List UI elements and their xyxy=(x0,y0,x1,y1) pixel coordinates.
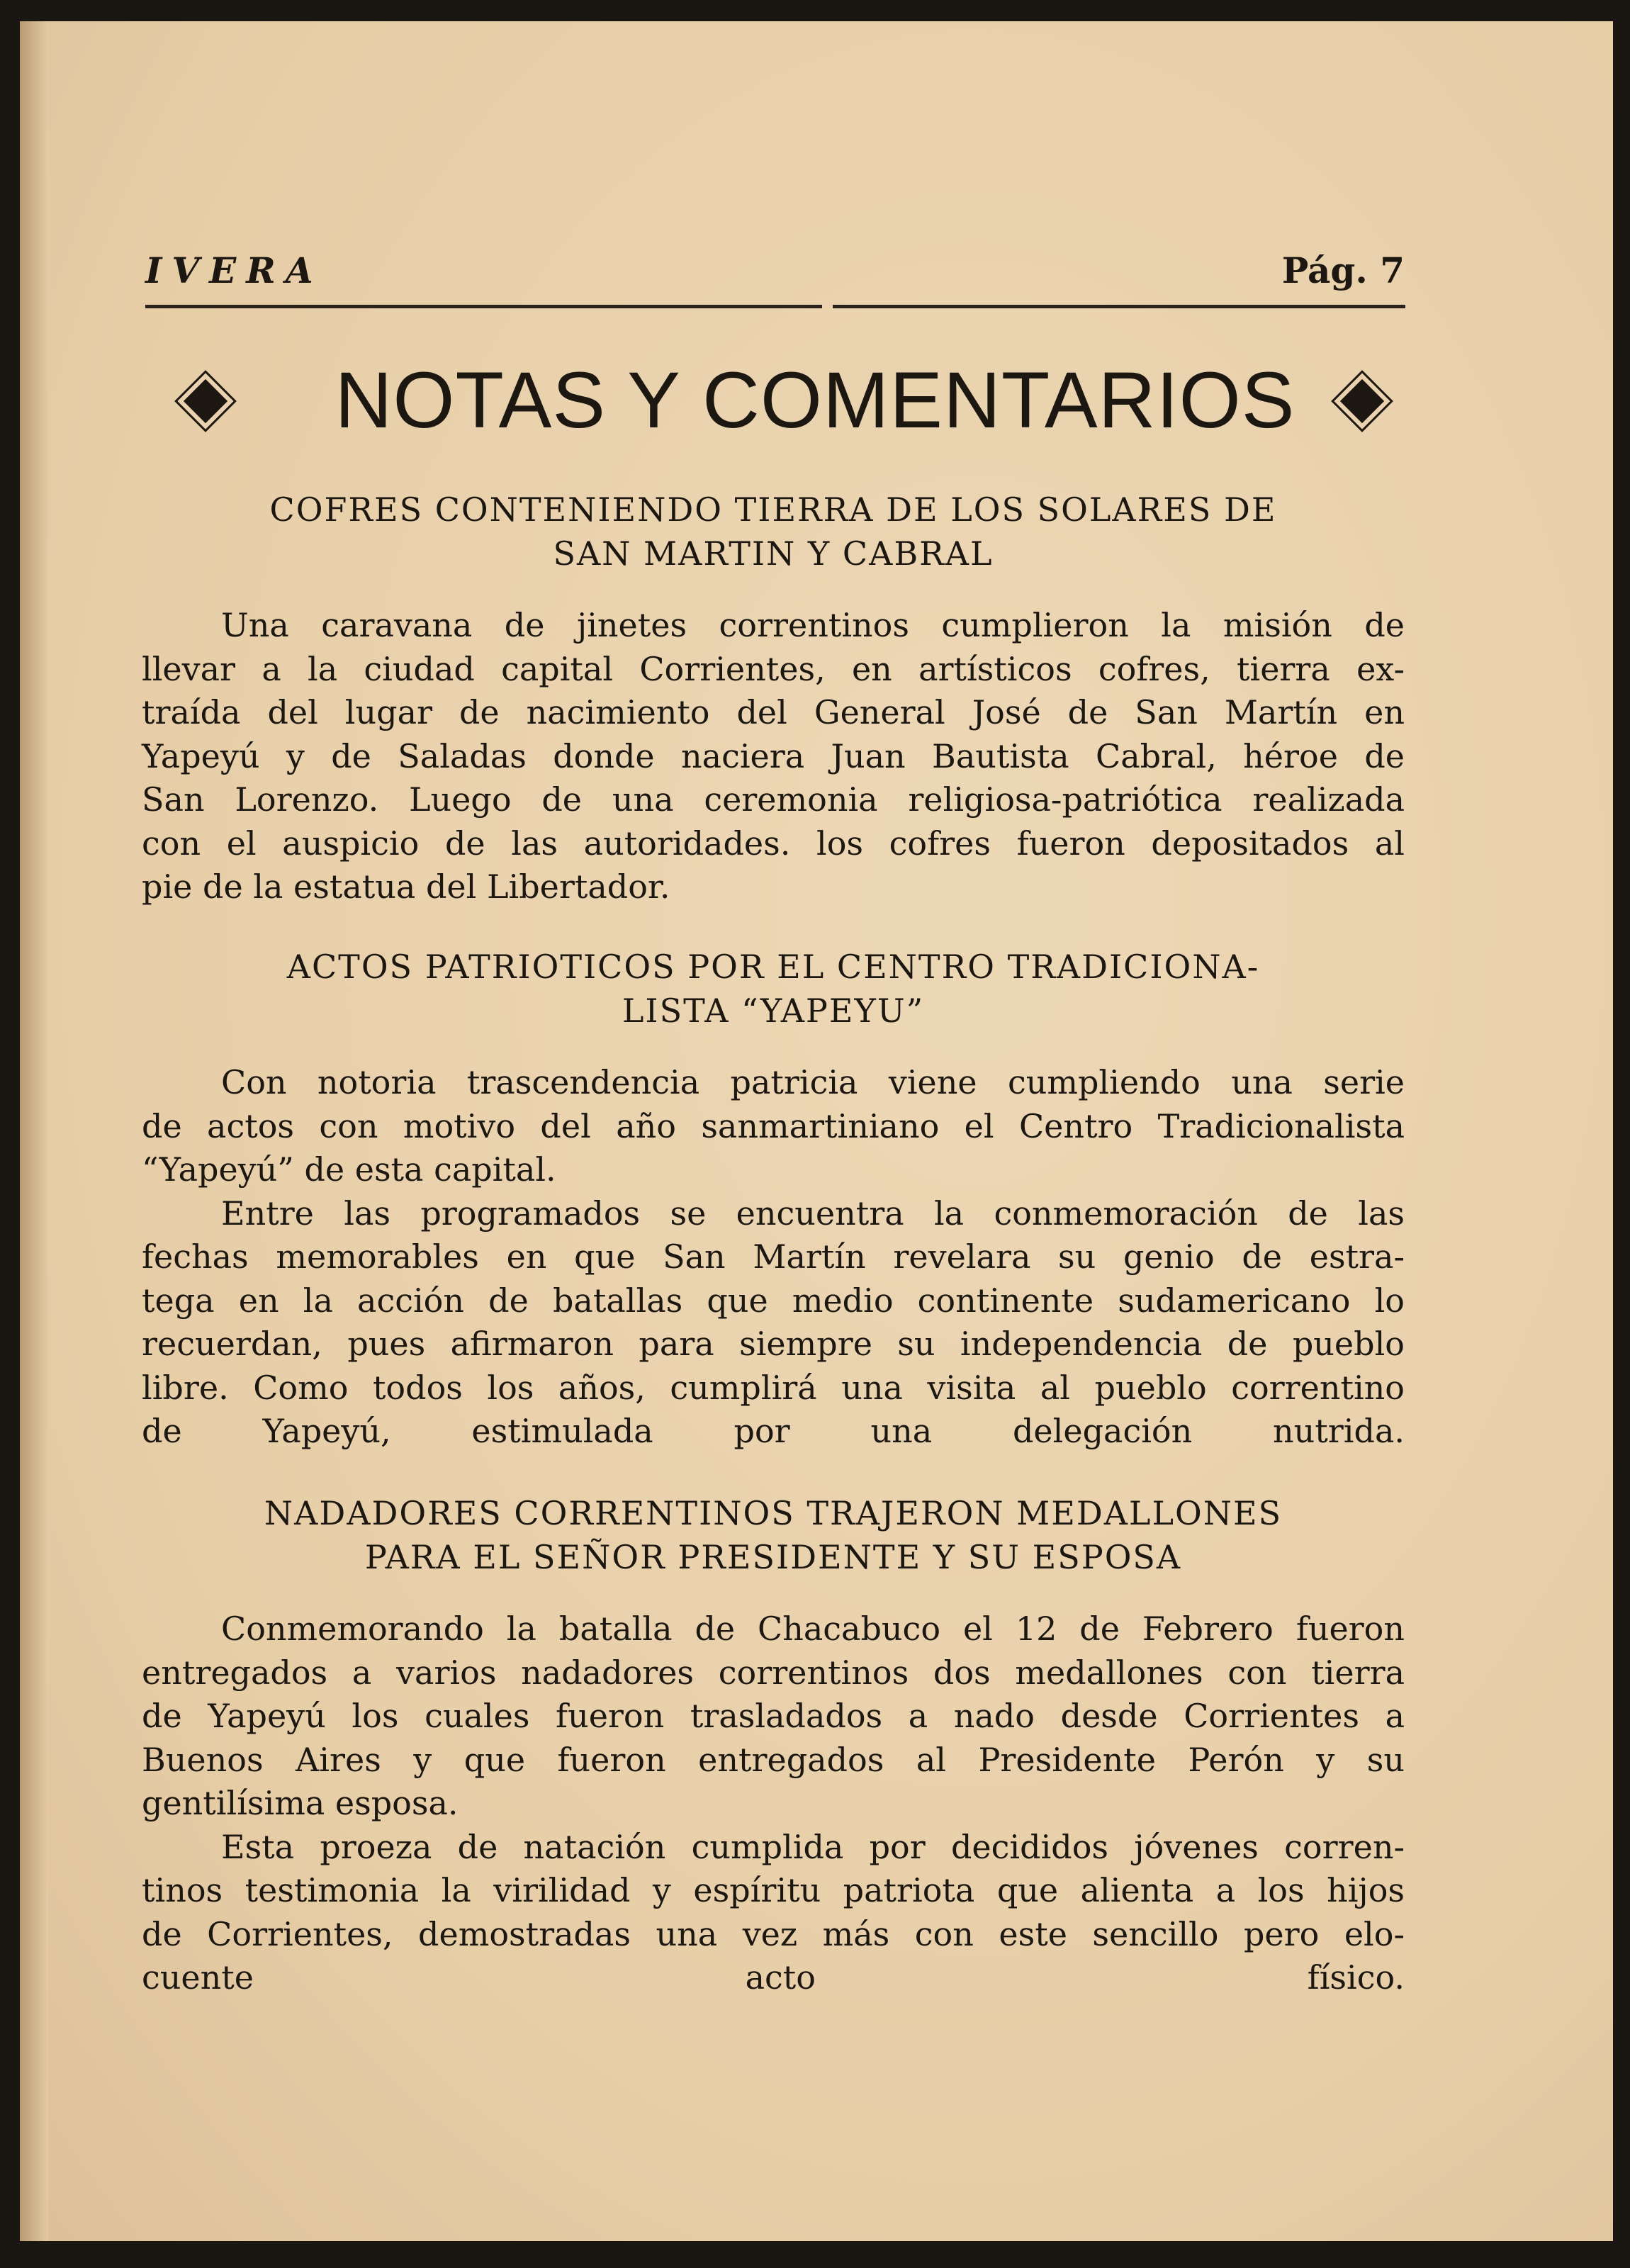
heading-line: LISTA “YAPEYU” xyxy=(622,992,925,1030)
text-line: de actos con motivo del año sanmartiniano el Centro Tradicionalista xyxy=(142,1106,1405,1145)
text-line: tinos testimonia la virilidad y espíritu patriota que alienta a los hijos xyxy=(142,1871,1405,1909)
paragraph xyxy=(142,604,1405,909)
text-line: Con notoria trascendencia patricia viene cumpliendo una serie xyxy=(221,1063,1405,1101)
page-title: NOTAS Y COMENTARIOS xyxy=(335,356,1295,444)
text-line: Yapeyú y de Saladas donde naciera Juan Bautista Cabral, héroe de xyxy=(142,736,1405,775)
article-heading xyxy=(142,1491,1405,1579)
paragraph xyxy=(142,1061,1405,1192)
article-2 xyxy=(142,945,1405,1454)
heading-line: ACTOS PATRIOTICOS POR EL CENTRO TRADICIONA- xyxy=(286,948,1260,986)
heading-line: NADADORES CORRENTINOS TRAJERON MEDALLONES xyxy=(264,1494,1283,1532)
text-line: Conmemorando la batalla de Chacabuco el 12 de Febrero fueron xyxy=(221,1610,1405,1648)
text-line: Una caravana de jinetes correntinos cumplieron la misión de xyxy=(221,606,1405,644)
text-line: de Yapeyú, estimulada por una delegación nutrida. xyxy=(142,1412,1405,1450)
article-heading xyxy=(142,488,1405,576)
text-line: Esta proeza de natación cumplida por decididos jóvenes corren- xyxy=(221,1827,1405,1866)
paragraph xyxy=(142,1607,1405,1826)
running-header-publication: IVERA xyxy=(145,249,323,291)
heading-line: SAN MARTIN Y CABRAL xyxy=(553,534,994,573)
text-line: traída del lugar de nacimiento del General José de San Martín en xyxy=(142,693,1405,731)
page-number: Pág. 7 xyxy=(1281,249,1405,291)
header-rule-left xyxy=(145,305,822,308)
text-line: de Corrientes, demostradas una vez más con este sencillo pero elo- xyxy=(142,1914,1405,1953)
text-line: pie de la estatua del Libertador. xyxy=(142,868,670,906)
text-line: “Yapeyú” de esta capital. xyxy=(142,1150,556,1189)
paragraph xyxy=(142,1826,1405,2000)
article-1 xyxy=(142,488,1405,909)
article-heading xyxy=(142,945,1405,1033)
text-line: Buenos Aires y que fueron entregados al Presidente Perón y su xyxy=(142,1740,1405,1779)
text-line: libre. Como todos los años, cumplirá una visita al pueblo correntino xyxy=(142,1368,1405,1407)
text-line: entregados a varios nadadores correntinos dos medallones con tierra xyxy=(142,1653,1405,1692)
text-line: gentilísima esposa. xyxy=(142,1784,459,1822)
text-line: llevar a la ciudad capital Corrientes, en artísticos cofres, tierra ex- xyxy=(142,649,1405,688)
text-line: recuerdan, pues afirmaron para siempre su independencia de pueblo xyxy=(142,1325,1405,1363)
article-3 xyxy=(142,1491,1405,2000)
text-line: de Yapeyú los cuales fueron trasladados a nado desde Corrientes a xyxy=(142,1697,1405,1735)
heading-line: PARA EL SEÑOR PRESIDENTE Y SU ESPOSA xyxy=(364,1538,1182,1576)
text-line: tega en la acción de batallas que medio continente sudamericano lo xyxy=(142,1281,1405,1320)
text-line: Entre las programados se encuentra la conmemoración de las xyxy=(221,1194,1405,1233)
text-line: con el auspicio de las autoridades. los cofres fueron depositados al xyxy=(142,824,1405,863)
paragraph xyxy=(142,1192,1405,1454)
header-rule-right xyxy=(833,305,1405,308)
text-line: San Lorenzo. Luego de una ceremonia religiosa-patriótica realizada xyxy=(142,780,1405,819)
text-line: fechas memorables en que San Martín revelara su genio de estra- xyxy=(142,1237,1405,1276)
text-line: cuente acto físico. xyxy=(142,1958,1405,1997)
heading-line: COFRES CONTENIENDO TIERRA DE LOS SOLARES DE xyxy=(269,490,1277,529)
